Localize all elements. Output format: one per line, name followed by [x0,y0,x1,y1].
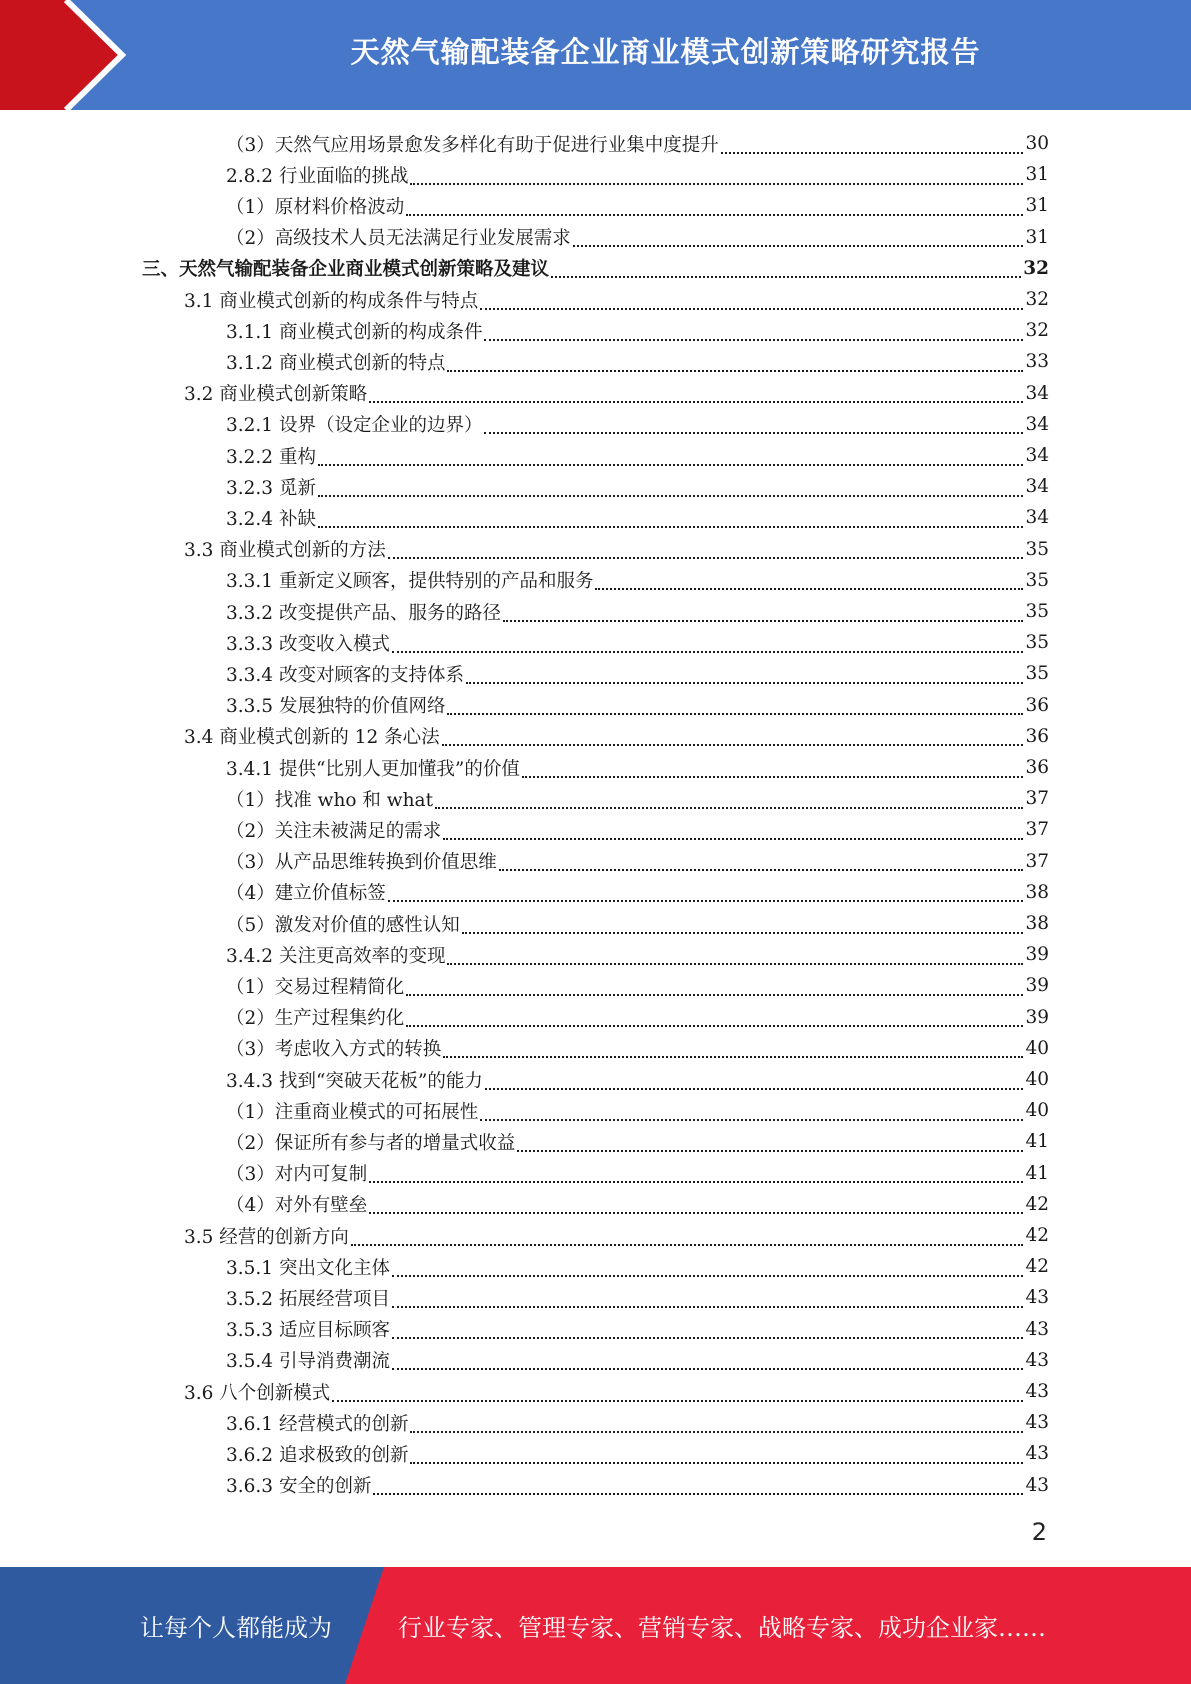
toc-entry-label: 3.4.2 关注更高效率的变现 [226,945,446,967]
toc-entry-page: 42 [1025,1256,1049,1278]
toc-entry-label: （4）建立价值标签 [226,883,386,905]
toc-entry-label: 2.8.2 行业面临的挑战 [226,165,409,187]
toc-entry-page: 36 [1025,694,1049,716]
footer-slogan-left: 让每个人都能成为 [140,1614,332,1642]
toc-dot-leader [318,462,1024,466]
toc-dot-leader [388,898,1024,902]
toc-entry-page: 40 [1025,1069,1049,1090]
toc-entry-page: 35 [1025,663,1049,685]
toc-entry-label: 3.4.3 找到“突破天花板”的能力 [226,1070,483,1092]
toc-dot-leader [351,1242,1024,1246]
toc-entry-label: 3.2.4 补缺 [226,508,316,530]
toc-entry[interactable] [226,1158,1049,1189]
toc-entry-page: 43 [1025,1474,1049,1496]
toc-entry-page: 34 [1025,413,1049,435]
toc-dot-leader [318,524,1024,528]
toc-dot-leader [392,1366,1023,1370]
toc-entry-page: 43 [1025,1318,1049,1340]
toc-entry-page: 35 [1025,601,1049,622]
toc-dot-leader [388,555,1024,559]
toc-entry[interactable] [226,1095,1049,1126]
toc-dot-leader [480,306,1023,310]
toc-entry-label: （5）激发对价值的感性认知 [226,914,460,936]
toc-entry[interactable] [184,378,1049,409]
toc-entry[interactable] [226,752,1049,783]
toc-entry-page: 39 [1025,975,1049,997]
toc-dot-leader [551,274,1021,278]
toc-entry[interactable] [226,1002,1049,1033]
toc-entry[interactable] [226,970,1049,1001]
toc-entry[interactable] [226,128,1049,159]
toc-entry-page: 39 [1025,1006,1049,1028]
toc-entry-page: 39 [1025,944,1049,966]
toc-dot-leader [447,368,1023,372]
toc-entry-label: （1）注重商业模式的可拓展性 [226,1101,479,1123]
toc-dot-leader [406,992,1023,996]
toc-entry-page: 41 [1025,1162,1049,1184]
toc-entry[interactable] [226,690,1049,721]
toc-dot-leader [392,1335,1023,1339]
toc-entry[interactable] [226,908,1049,939]
toc-entry-page: 41 [1025,1131,1049,1153]
toc-entry-label: 3.5.1 突出文化主体 [226,1257,390,1279]
report-title: 天然气输配装备企业商业模式创新策略研究报告 [350,34,981,69]
toc-dot-leader [373,1491,1023,1495]
header-arrow-decoration [0,0,160,110]
toc-entry-label: 3.6.3 安全的创新 [226,1476,372,1498]
toc-entry-label: 3.1.2 商业模式创新的特点 [226,352,446,374]
toc-dot-leader [484,430,1023,434]
toc-entry-label: （1）原材料价格波动 [226,196,405,218]
toc-entry-label: 3.2.1 设界（设定企业的边界） [226,415,483,437]
toc-entry[interactable] [226,1251,1049,1282]
toc-entry-label: 3.2 商业模式创新策略 [184,384,368,406]
toc-entry-page: 34 [1025,382,1049,404]
toc-entry-page: 36 [1025,725,1049,747]
toc-entry-page: 34 [1025,476,1049,498]
toc-entry-label: （3）考虑收入方式的转换 [226,1039,442,1061]
toc-dot-leader [721,150,1024,154]
toc-entry-label: 3.5 经营的创新方向 [184,1226,349,1248]
toc-entry-label: （2）生产过程集约化 [226,1008,405,1030]
toc-entry-label: 3.6.1 经营模式的创新 [226,1413,409,1435]
toc-dot-leader [443,1054,1023,1058]
toc-dot-leader [392,649,1023,653]
toc-dot-leader [522,774,1024,778]
toc-entry[interactable] [226,190,1049,221]
toc-dot-leader [462,930,1024,934]
toc-entry-label: 3.3.1 重新定义顾客，提供特别的产品和服务 [226,571,594,593]
toc-entry[interactable] [226,877,1049,908]
toc-entry-page: 38 [1025,913,1049,934]
toc-dot-leader [318,493,1024,497]
toc-dot-leader [332,1398,1023,1402]
toc-entry-label: 3.3.4 改变对顾客的支持体系 [226,664,464,686]
toc-entry-label: 3.2.3 觅新 [226,477,316,499]
toc-dot-leader [573,243,1024,247]
toc-dot-leader [442,742,1024,746]
toc-entry[interactable] [226,1314,1049,1345]
toc-entry-label: 3.3 商业模式创新的方法 [184,540,386,562]
toc-dot-leader [443,836,1023,840]
toc-dot-leader [503,618,1023,622]
toc-dot-leader [392,1273,1023,1277]
toc-entry[interactable] [226,440,1049,471]
toc-entry-label: （3）对内可复制 [226,1164,368,1186]
toc-entry-page: 31 [1025,195,1049,217]
toc-entry-page: 37 [1025,819,1049,841]
toc-entry-page: 31 [1025,164,1049,186]
toc-entry[interactable] [226,783,1049,814]
footer-slogan-right: 行业专家、管理专家、营销专家、战略专家、成功企业家…… [398,1614,1046,1642]
toc-entry[interactable] [226,502,1049,533]
toc-entry-label: （1）交易过程精简化 [226,976,405,998]
toc-entry-page: 43 [1025,1412,1049,1434]
toc-dot-leader [369,1179,1023,1183]
toc-entry[interactable] [226,409,1049,440]
toc-entry[interactable] [226,1470,1049,1501]
toc-entry[interactable] [226,1189,1049,1220]
toc-entry[interactable] [226,814,1049,845]
toc-entry-page: 43 [1025,1443,1049,1465]
toc-entry[interactable] [184,721,1049,752]
toc-entry-page: 40 [1025,1037,1049,1059]
toc-entry-page: 30 [1025,133,1049,154]
toc-dot-leader [499,867,1024,871]
toc-entry-label: 3.4 商业模式创新的 12 条心法 [184,727,440,749]
toc-dot-leader [480,1117,1023,1121]
toc-entry-label: 3.6.2 追求极致的创新 [226,1444,409,1466]
toc-dot-leader [392,1304,1023,1308]
toc-entry-page: 42 [1025,1225,1049,1246]
toc-entry[interactable] [226,596,1049,627]
toc-entry[interactable] [226,471,1049,502]
toc-entry-label: （2）保证所有参与者的增量式收益 [226,1132,516,1154]
toc-entry-label: 3.6 八个创新模式 [184,1382,331,1404]
toc-entry-page: 35 [1025,569,1049,591]
toc-entry[interactable] [226,939,1049,970]
toc-dot-leader [447,961,1023,965]
toc-entry-page: 37 [1025,850,1049,872]
toc-entry-page: 35 [1025,538,1049,560]
toc-entry[interactable] [184,284,1049,315]
toc-entry-page: 38 [1025,881,1049,903]
toc-dot-leader [410,1429,1023,1433]
toc-dot-leader [435,805,1023,809]
toc-entry-page: 40 [1025,1100,1049,1122]
toc-entry[interactable] [226,346,1049,377]
toc-entry[interactable] [226,658,1049,689]
toc-dot-leader [485,1086,1024,1090]
toc-dot-leader [484,337,1023,341]
toc-entry-label: 3.2.2 重构 [226,446,316,468]
toc-entry[interactable] [226,1407,1049,1438]
page-footer [0,1567,1191,1684]
toc-entry[interactable] [226,565,1049,596]
toc-entry-label: （1）找准 who 和 what [226,789,434,811]
toc-dot-leader [447,711,1023,715]
toc-dot-leader [369,399,1023,403]
toc-entry-label: 3.5.4 引导消费潮流 [226,1351,390,1373]
toc-entry-page: 42 [1025,1193,1049,1215]
toc-entry-page: 43 [1025,1381,1049,1402]
toc-entry-label: 3.3.5 发展独特的价值网络 [226,696,446,718]
toc-dot-leader [466,680,1023,684]
toc-entry[interactable] [226,627,1049,658]
toc-entry[interactable] [226,1033,1049,1064]
toc-entry[interactable] [184,1220,1049,1251]
toc-entry[interactable] [226,1126,1049,1157]
toc-dot-leader [410,1460,1023,1464]
toc-entry-page: 35 [1025,632,1049,654]
toc-entry-page: 37 [1025,788,1049,810]
toc-entry-label: 3.3.3 改变收入模式 [226,633,390,655]
toc-dot-leader [517,1148,1023,1152]
toc-entry-label: 3.1.1 商业模式创新的构成条件 [226,321,483,343]
toc-entry-page: 36 [1025,757,1049,778]
toc-dot-leader [406,212,1023,216]
toc-entry-label: 3.1 商业模式创新的构成条件与特点 [184,290,479,312]
toc-dot-leader [406,1023,1023,1027]
toc-entry[interactable] [226,1282,1049,1313]
toc-entry-label: 3.5.3 适应目标顾客 [226,1320,390,1342]
toc-dot-leader [410,181,1023,185]
page-number: 2 [1031,1518,1047,1546]
toc-entry[interactable] [184,1376,1049,1407]
toc-entry-page: 43 [1025,1287,1049,1309]
toc-entry[interactable] [226,315,1049,346]
toc-entry-label: 三、天然气输配装备企业商业模式创新策略及建议 [142,259,550,281]
toc-entry[interactable] [226,1345,1049,1376]
toc-entry-label: （3）从产品思维转换到价值思维 [226,852,497,874]
toc-entry-page: 32 [1025,289,1049,310]
toc-entry[interactable] [226,846,1049,877]
toc-dot-leader [595,586,1023,590]
page-header [0,0,1191,110]
toc-dot-leader [369,1210,1023,1214]
toc-entry-page: 43 [1025,1349,1049,1371]
toc-entry[interactable] [142,253,1049,284]
toc-entry[interactable] [226,1438,1049,1469]
toc-entry-page: 32 [1025,320,1049,342]
toc-entry-page: 33 [1025,351,1049,373]
toc-entry-page: 32 [1023,257,1049,279]
toc-entry-page: 31 [1025,226,1049,248]
toc-entry-label: （2）高级技术人员无法满足行业发展需求 [226,228,571,250]
toc-entry-label: 3.3.2 改变提供产品、服务的路径 [226,602,501,624]
toc-entry-label: 3.4.1 提供“比别人更加懂我”的价值 [226,758,520,780]
toc-entry-label: （4）对外有壁垒 [226,1195,368,1217]
toc-entry-page: 34 [1025,507,1049,529]
toc-entry-page: 34 [1025,445,1049,466]
toc-entry[interactable] [226,1064,1049,1095]
toc-entry-label: 3.5.2 拓展经营项目 [226,1288,390,1310]
toc-entry[interactable] [226,159,1049,190]
toc-entry-label: （2）关注未被满足的需求 [226,820,442,842]
toc-entry[interactable] [226,222,1049,253]
toc-entry-label: （3）天然气应用场景愈发多样化有助于促进行业集中度提升 [226,134,719,156]
toc-entry[interactable] [184,534,1049,565]
